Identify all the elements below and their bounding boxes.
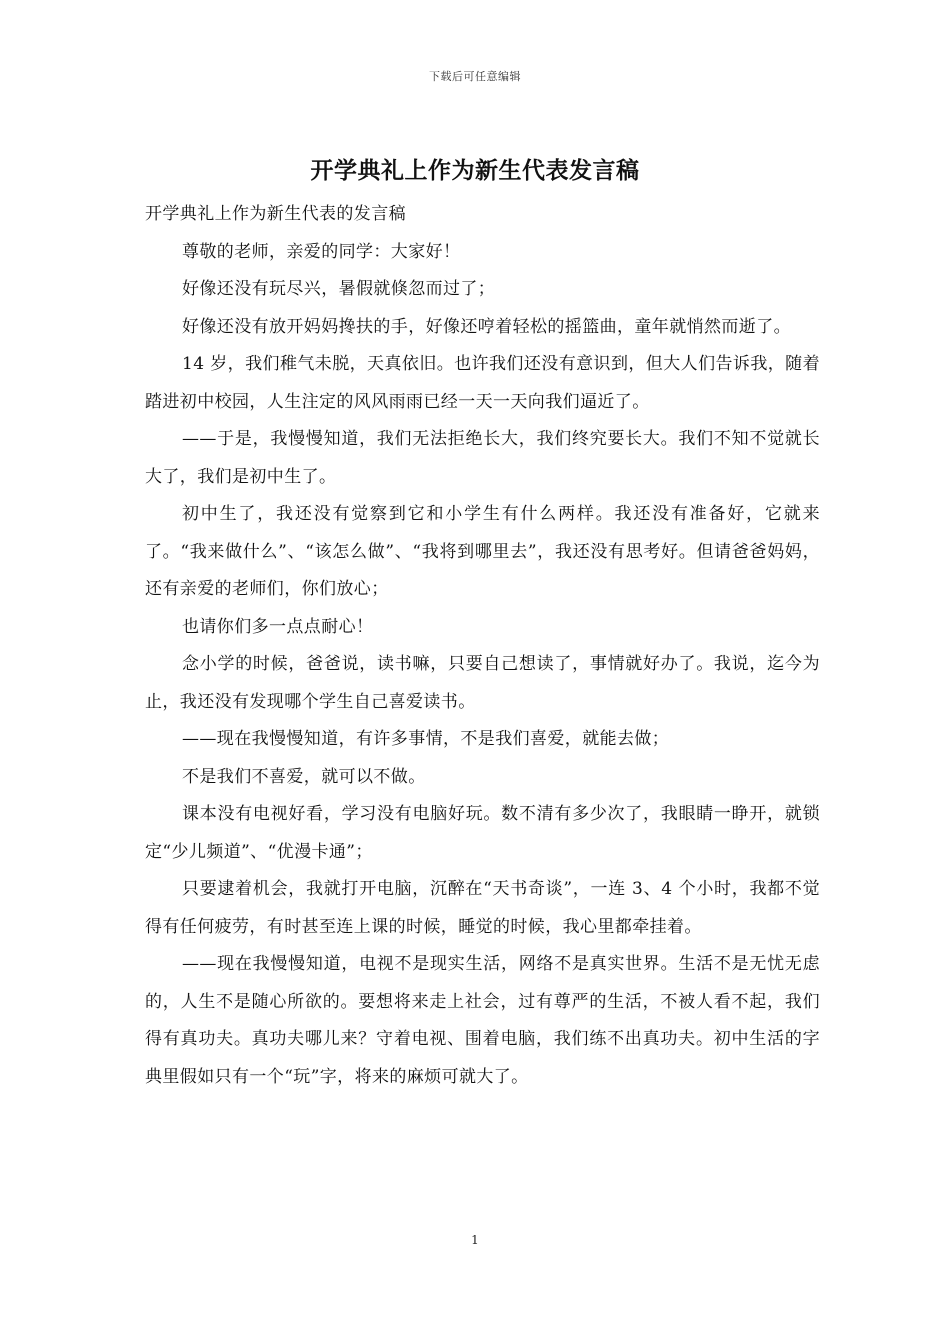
paragraph: 课本没有电视好看，学习没有电脑好玩。数不清有多少次了，我眼睛一睁开，就锁定“少儿频道”、“优漫卡通”；	[145, 804, 820, 862]
header-note: 下载后可任意编辑	[429, 70, 521, 83]
paragraph: 初中生了，我还没有觉察到它和小学生有什么两样。我还没有准备好，它就来了。“我来做什么”、“该怎么做”、“我将到哪里去”，我还没有思考好。但请爸爸妈妈，还有亲爱的老师们，你们放心；	[145, 504, 820, 599]
paragraph-greeting: 尊敬的老师，亲爱的同学：大家好！	[182, 241, 461, 262]
paragraph: 14 岁，我们稚气未脱，天真依旧。也许我们还没有意识到，但大人们告诉我，随着踏进初中校园，人生注定的风风雨雨已经一天一天向我们逼近了。	[145, 354, 820, 412]
paragraph: ——现在我慢慢知道，有许多事情，不是我们喜爱，就能去做；	[182, 729, 670, 749]
paragraph: 念小学的时候，爸爸说，读书嘛，只要自己想读了，事情就好办了。我说，迄今为止，我还没有发现哪个学生自己喜爱读书。	[145, 654, 820, 712]
paragraph: 只要逮着机会，我就打开电脑，沉醉在“天书奇谈”，一连 3、4 个小时，我都不觉得有任何疲劳，有时甚至连上课的时候，睡觉的时候，我心里都牵挂着。	[145, 879, 820, 937]
paragraph: 不是我们不喜爱，就可以不做。	[182, 766, 426, 787]
paragraph: 好像还没有放开妈妈搀扶的手，好像还哼着轻松的摇篮曲，童年就悄然而逝了。	[182, 316, 791, 337]
paragraph: ——于是，我慢慢知道，我们无法拒绝长大，我们终究要长大。我们不知不觉就长大了，我们是初中生了。	[145, 429, 820, 487]
paragraph: 好像还没有玩尽兴，暑假就倏忽而过了；	[182, 279, 496, 299]
paragraph: ——现在我慢慢知道，电视不是现实生活，网络不是真实世界。生活不是无忧无虑的，人生不是随心所欲的。要想将来走上社会，过有尊严的生活，不被人看不起，我们得有真功夫。真功夫哪儿来？守着电视、围着电脑，我们练不出真功夫。初中生活的字典里假如只有一个“玩”字，将来的麻烦可就大了。	[145, 954, 820, 1087]
document-title: 开学典礼上作为新生代表发言稿	[310, 157, 640, 184]
paragraph: 也请你们多一点点耐心！	[182, 616, 374, 637]
page-number: 1	[471, 1233, 479, 1247]
document-body	[145, 196, 820, 1096]
document-subtitle: 开学典礼上作为新生代表的发言稿	[145, 204, 406, 224]
